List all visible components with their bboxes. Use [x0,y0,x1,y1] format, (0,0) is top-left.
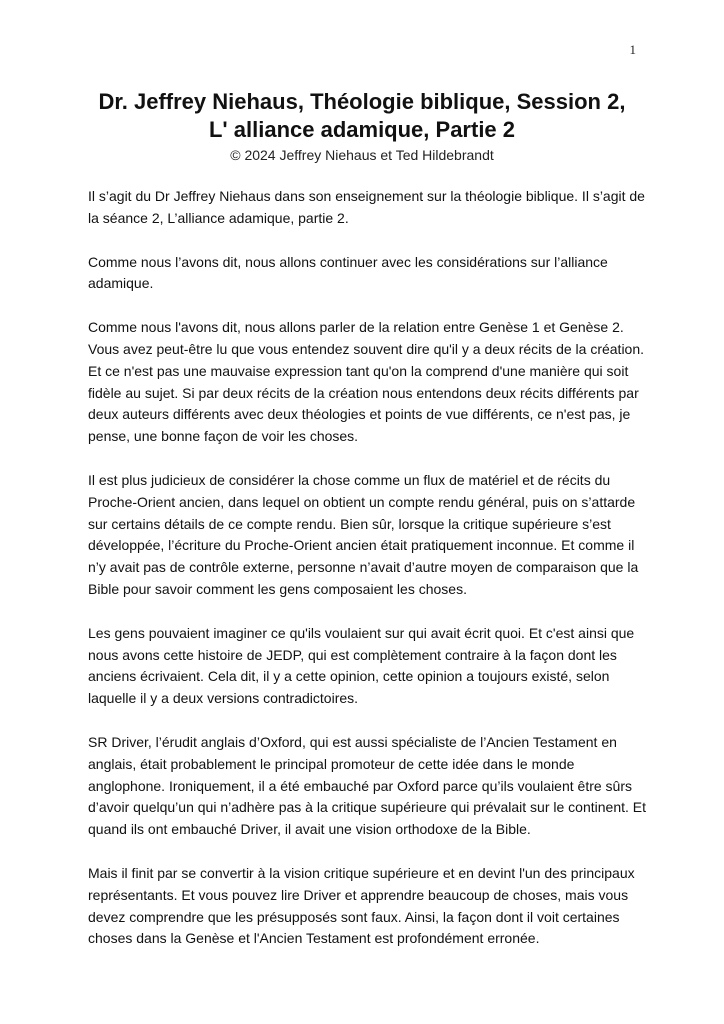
paragraph-7: Mais il finit par se convertir à la vision critique supérieure et en devint l'un des principaux représentants. Et vous pouvez lire Driver et apprendre beaucoup de choses, mais vous devez comprendre que les présupposés sont faux. Ainsi, la façon dont il voit certaines choses dans la Genèse et l'Ancien Testament est profondément erronée. [88,864,635,947]
paragraph-6: SR Driver, l’érudit anglais d’Oxford, qui est aussi spécialiste de l’Ancien Testament en anglais, était probablement le principal promoteur de cette idée dans le monde anglophone. Ironiquement, il a été embauché par Oxford parce qu’ils voulaient être sûrs d’avoir quelqu’un qui n’adhère pas à la critique supérieure qui prévalait sur le continent. Et quand ils ont embauché Driver, il avait une vision orthodoxe de la Bible. [88,733,647,838]
title-line-2: L' alliance adamique, Partie 2 [208,117,516,142]
paragraph-5: Les gens pouvaient imaginer ce qu'ils voulaient sur qui avait écrit quoi. Et c'est ainsi que nous avons cette histoire de JEDP, qui est complètement contraire à la façon dont les anciens écrivaient. Cela dit, il y a cette opinion, cette opinion a toujours existé, selon laquelle il y a deux versions contradictoires. [88,624,635,707]
page-number: 1 [629,42,636,57]
paragraph-4: Il est plus judicieux de considérer la chose comme un flux de matériel et de récits du Proche-Orient ancien, dans lequel on obtient un compte rendu général, puis on s’attarde sur certains détails de ce compte rendu. Bien sûr, lorsque la critique supérieure s’est développée, l’écriture du Proche-Orient ancien était pratiquement inconnue. Et comme il n’y avait pas de contrôle externe, personne n’avait d’autre moyen de comparaison que la Bible pour savoir comment les gens composaient les choses. [88,471,639,597]
document-body [88,186,648,972]
paragraph-2: Comme nous l’avons dit, nous allons continuer avec les considérations sur l’alliance adamique. [88,253,608,292]
title-block [60,88,664,164]
paragraph-3: Comme nous l'avons dit, nous allons parler de la relation entre Genèse 1 et Genèse 2. Vous avez peut-être lu que vous entendez souvent dire qu'il y a deux récits de la création. Et ce n'est pas une mauvaise expression tant qu'on la comprend d'une manière qui soit fidèle au sujet. Si par deux récits de la création nous entendons deux récits différents par deux auteurs différents avec deux théologies et points de vue différents, ce n'est pas, je pense, une bonne façon de voir les choses. [88,319,645,445]
copyright-notice: © 2024 Jeffrey Niehaus et Ted Hildebrandt [230,147,494,163]
document-title [60,88,664,144]
title-line-1: Dr. Jeffrey Niehaus, Théologie biblique, Session 2, [98,89,626,114]
paragraph-1: Il s’agit du Dr Jeffrey Niehaus dans son enseignement sur la théologie biblique. Il s’agit de la séance 2, L’alliance adamique, partie 2. [88,188,645,226]
